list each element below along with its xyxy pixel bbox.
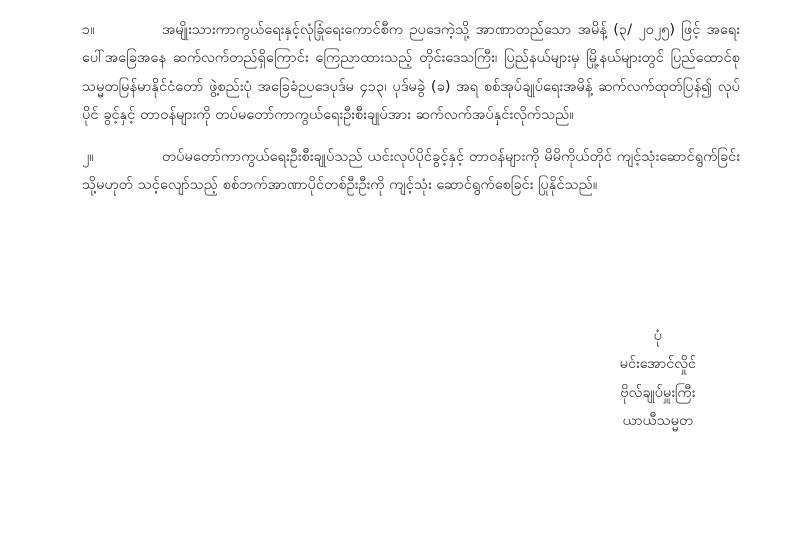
signature-name: မင်းအောင်လှိုင် <box>619 356 696 373</box>
paragraph-2 <box>82 143 740 200</box>
paragraph-1-marker: ၁။ <box>82 22 95 38</box>
signature-line-1: ပုံ <box>653 328 662 344</box>
paragraph-1 <box>82 16 740 129</box>
paragraph-2-marker: ၂။ <box>82 149 94 166</box>
paragraph-1-text: အမျိုးသားကာကွယ်ရေးနှင့်လုံခြုံရေးကောင်စီက ဉပဒေကဲ့သို့ အာဏာတည်သော အမိန့် (၃/ ၂၀၂၅) ဖြင့် အရေးပေါ်အခြေအနေ ဆက်လက်တည်ရှိကြောင်း ကြေညာထားသည့် တိုင်းဒေသကြီး၊ ပြည်နယ်များမှ မြို့နယ်များတွင် ပြည်ထောင်စုသမ္မတမြန်မာနိုင်ငံတော် ဖွဲ့စည်းပုံ အခြေခံဉပဒေပုဒ်မ ၄၁၃၊ ပုဒ်မခွဲ (ခ) အရ စစ်အုပ်ချုပ်ရေးအမိန့် ဆက်လက်ထုတ်ပြန်၍ လုပ်ပိုင် ခွင့်နှင့် တာဝန်များကို တပ်မတော်ကာကွယ်ရေးဦးစီးချုပ်အား ဆက်လက်အပ်နှင်းလိုက်သည်။ <box>82 22 740 123</box>
paragraph-2-text: တပ်မတော်ကာကွယ်ရေးဦးစီးချုပ်သည် ယင်းလုပ်ပိုင်ခွင့်နှင့် တာဝန်များကို မိမိကိုယ်တိုင် ကျင့်သုံးဆောင်ရွက်ခြင်း သို့မဟုတ် သင့်လျော်သည့် စစ်ဘက်အာဏာပိုင်တစ်ဦးဦးကို ကျင့်သုံး ဆောင်ရွက်စေခြင်း ပြုနိုင်သည်။ <box>82 149 740 194</box>
signature-block <box>620 322 696 435</box>
signature-title: ယာယီသမ္မတ <box>622 412 694 429</box>
signature-rank: ဗိုလ်ချုပ်မှူးကြီး <box>620 384 696 401</box>
